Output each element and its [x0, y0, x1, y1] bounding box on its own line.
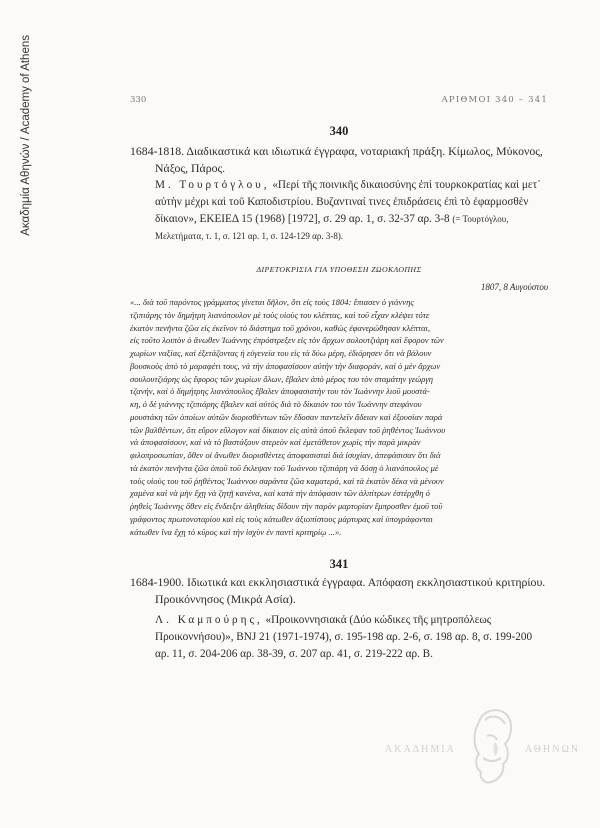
entry-341 — [130, 574, 548, 663]
running-title: ΑΡΙΘΜΟΙ 340 – 341 — [441, 95, 548, 105]
quote-line: τὰ ἑκατὸν πενῆντα ζῶα ὁποῦ τοῦ ἔκλεψαν τοῦ Ἰωάννου τζιπιάρη νὰ δόσῃ ὁ λιανόπουλος μὲ — [130, 462, 439, 473]
quote-line: φιλοπροσωπίαν, ὅθεν οἱ ἄνωθεν διορισθέντες ἀποφασισταὶ διὰ ἰσυχίαν, ἀπεφάσισαν ὅτι διὰ — [130, 450, 441, 460]
page-number: 330 — [130, 95, 147, 105]
academy-watermark — [385, 700, 585, 790]
athena-head-icon — [465, 702, 521, 788]
quote-line: τῶν βαλθέντων, ὅτι εὕρον εὔλογον καὶ δίκαιον εἰς αὐτὰ ὁποῦ ἔκλεψαν τοῦ ῥηθέντος Ἰωάννου — [130, 424, 446, 435]
quote-line: σουλουτζιάρης ὡς ἔφορος τῶν χωρίων ὅλων, ἔβαλεν ἀπὸ μέρος του τὸν σταμάτην γεώργη — [130, 373, 434, 384]
document-date: 1807, 8 Αυγούστου — [480, 282, 548, 292]
reference-text: «Περί τῆς ποινικῆς δικαιοσύνης ἐπὶ τουρκοκρατίας καὶ μετ᾽ αὐτὴν μέχρι καὶ τοῦ Καποδιστρίου. Βυζαντιναί τινες ἐπιδράσεις ἐπὶ τὸ ἐφαρμοσθὲν δίκαιον», ΕΚΕΙΕΔ 15 (1968) [1972], σ. 29 αρ. 1, σ. 32-37 αρ. 3-8 — [155, 179, 541, 225]
quote-line: κάτωθεν ἵνα ἔχῃ τὸ κῦρος καὶ τὴν ἰσχὺν ἐν παντὶ κριτηρίῳ ...». — [130, 526, 342, 537]
quote-line: μουστάκη τῶν ὁποίων αὐτῶν διορισθέντων τῶν ἔδοσαν παντελεῖν ἄδειαν καὶ ἐξουσίαν παρὰ — [130, 411, 443, 422]
entry-reference — [130, 177, 548, 245]
reference-text: «Προικοννησιακά (Δύο κώδικες τῆς μητροπόλεως Προικοννήσου)», BNJ 21 (1971-1974), σ. 195-198 αρ. 2-6, σ. 198 αρ. 8, σ. 199-200 αρ. 11, σ. 204-206 αρ. 38-39, σ. 207 αρ. 41, σ. 219-222 αρ. Β. — [155, 614, 533, 660]
quote-line: χωρίων ναξίας, καὶ ἐξετάζοντας ἡ εὐγενεία του εἰς τὰ δύω μέρη, ἐδιόρησεν ὅτι νὰ βάλουν — [130, 348, 432, 358]
quote-line: τζιπιάρης τὸν δημήτρη λιανόπουλον μὲ τοὺς υἱοὺς του κλέπτας, καὶ τοῦ εἶχαν κλέψει τότε — [130, 309, 430, 320]
quote-line: βουσκοὺς ἀπὸ τὸ μαραφέτι τους, νὰ τὴν ἀποφασίσουν αὐτὴν τὴν διαφοράν, καὶ ὁ μὲν ἄρχων — [130, 360, 441, 371]
quote-line: τζανήν, καὶ ὁ δημήτρης λιανόπουλος ἔβαλεν ἀποφασιστὴν του τὸν Ἰωάννην λιοῦ μουστά- — [130, 386, 430, 397]
quote-line: ῥηθεὶς Ἰωάννης ὅθεν εἰς ἔνδειξιν ἀληθείας δίδουν τὴν παρὸν μαρτυρίαν ἔμπροσθεν ἐμοῦ τοῦ — [130, 501, 443, 511]
watermark-left-text: ΑΚΑΔΗΜΙΑ — [385, 744, 456, 755]
side-label — [6, 10, 46, 260]
quote-line: «... διὰ τοῦ παρόντος γράμματος γίνεται δῆλον, ὅτι εἰς τοὺς 1804: ἔπιασεν ὁ γιάννης — [130, 297, 414, 307]
quote-line: εἰς τοῦτο λοιπὸν ὁ ἄνωθεν Ἰωάννης ἐπρόστρεξεν εἰς τὸν ἄρχων σολουτζιάρη καὶ ἔφορον τῶν — [130, 335, 444, 346]
watermark-right-text: ΑΘΗΝΩΝ — [525, 744, 581, 755]
quote-line: χαμένα καὶ νὰ μὴν ἔχῃ νὰ ζητῇ κανένα, καὶ κατὰ τὴν ἀπόφασιν τῶν ἀλπίτρων ἐστέρχθη ὁ — [130, 488, 430, 499]
reference-note: (= Τουρτόγλου, Μελετήματα, τ. 1, σ. 121 αρ. 1, σ. 124-129 αρ. 3-8). — [155, 214, 509, 241]
quote-line: νὰ ἀποφασίσουν, καὶ νὰ τὸ βαστάξουν στερεὸν καὶ ἐμετάθετον χωρὶς τὴν παρὰ μικρὰν — [130, 437, 421, 448]
entry-number-340: 340 — [329, 124, 349, 138]
quote-line: κη, ὁ δὲ γιάννης τζιπιάρης ἔβαλεν καὶ αὐτὸς διὰ τὸ δίκαιόν του τὸν Ἰωάννην στεφάνου — [130, 399, 422, 409]
reference-author: Μ. Τουρτόγλου, — [155, 179, 270, 191]
entry-number-341: 341 — [329, 557, 349, 571]
side-label-text: Ακαδημία Αθηνών / Academy of Athens — [20, 34, 32, 236]
document-quote — [130, 296, 548, 538]
quote-line: ἑκατὸν πενῆντα ζῶα εἰς ἐκεῖνον τὸ διάστημα τοῦ χρόνου, καθὼς ἐφανερώθησαν κλέπται, — [130, 322, 431, 333]
reference-author: Λ. Καμπούρης, — [155, 614, 263, 626]
entry-reference — [130, 612, 548, 663]
entry-heading: 1684-1818. Διαδικαστικά και ιδιωτικά έγγραφα, νοταριακή πράξη. Κίμωλος, Μύκονος, Νάξος, Πάρος. — [130, 144, 543, 175]
quote-line: τοὺς υἱοὺς του τοῦ ῥηθέντος Ἰωάννου σαράντα ζῶα καματερά, καὶ τὰ ἑκατὸν δέκα νὰ μένουν — [130, 475, 444, 486]
running-header — [130, 95, 548, 105]
entry-heading: 1684-1900. Ιδιωτικά και εκκλησιαστικά έγγραφα. Απόφαση εκκλησιαστικού κριτηρίου. Προικόννησος (Μικρά Ασία). — [130, 575, 546, 606]
document-title: ΔΙΡΕΤΟΚΡΙΣΙΑ ΓΙΑ ΥΠΟΘΕΣΗ ΖΩΟΚΛΟΠΗΣ — [256, 265, 422, 274]
quote-line: γράφοντος πρωτονοταρίου καὶ εἰς τοὺς κάτωθεν ἀξιοπίστους μάρτυρας καὶ ὑπογράφονται — [130, 513, 433, 524]
entry-340 — [130, 143, 548, 245]
